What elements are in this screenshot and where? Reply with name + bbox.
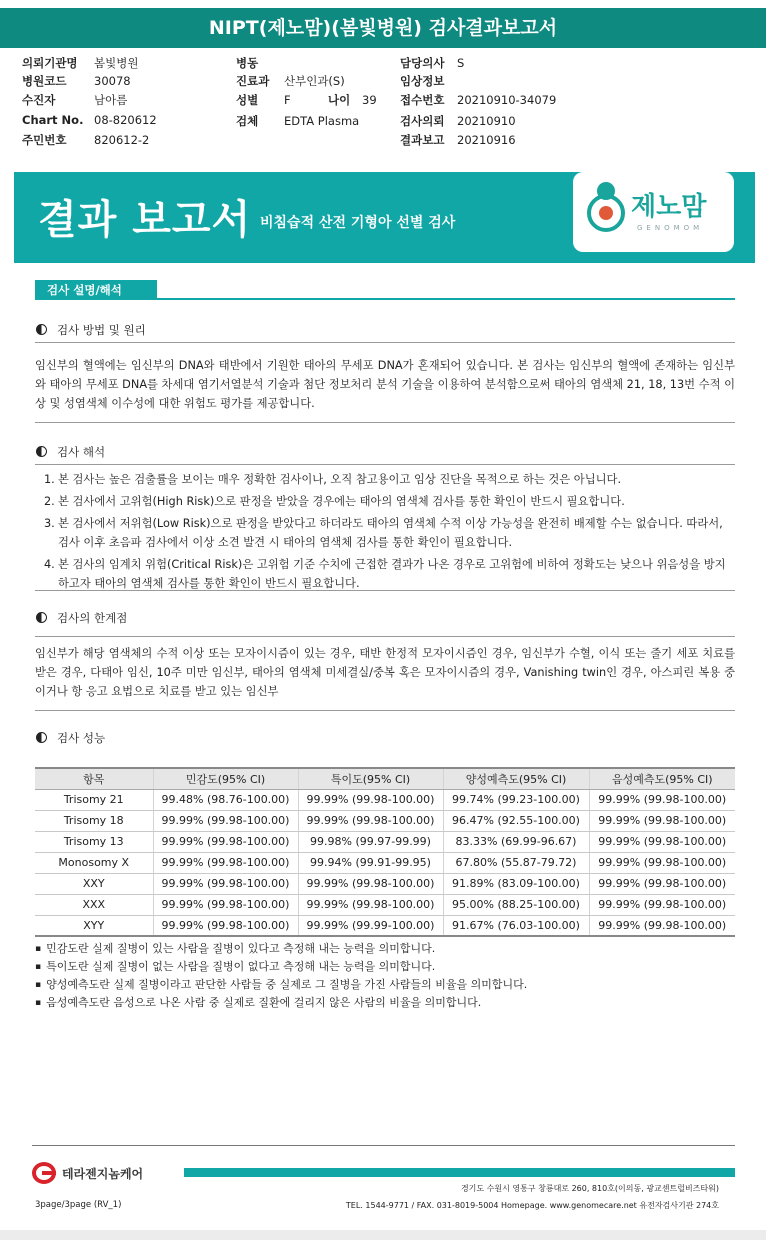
info-value: 30078 <box>94 74 131 88</box>
info-label: 수진자 <box>22 93 56 107</box>
info-label: 결과보고 <box>400 133 445 147</box>
info-value: 산부인과(S) <box>284 74 345 88</box>
table-row: XXY 99.99% (99.98-100.00) 99.99% (99.98-100.00) 91.89% (83.09-100.00) 99.99% (99.98-100.00) <box>35 873 735 894</box>
company-name: 테라젠지놈케어 <box>62 1167 144 1181</box>
info-label: 검사의뢰 <box>400 114 445 128</box>
info-value: EDTA Plasma <box>284 114 360 128</box>
divider <box>35 422 735 423</box>
limits-heading: 검사의 한계점 <box>36 610 127 626</box>
performance-heading: 검사 성능 <box>36 730 105 746</box>
info-label: 성별 <box>236 93 259 107</box>
logo-subtext: GENOMOM <box>637 224 704 232</box>
note-item: ▪ 양성예측도란 실제 질병이라고 판단한 사람들 중 실제로 그 질병을 가진 사람들의 비율을 의미합니다. <box>35 976 735 994</box>
info-value: 820612-2 <box>94 133 150 147</box>
divider <box>35 464 735 465</box>
limits-text: 임신부가 해당 염색체의 수적 이상 또는 모자이시즘이 있는 경우, 태반 한정적 모자이시즘인 경우, 임신부가 수혈, 이식 또는 줄기 세포 치료를 받은 경우, 다태아 임신, 10주 미만 임신부, 태아의 염색체 미세결실/중복 혹은 모자이시즘의 경우, Vanishing twin인 경우, 아스피린 복용 중이거나 항 응고 요법으로 치료를 받고 있는 임신부 <box>35 647 735 698</box>
performance-notes <box>35 940 735 1012</box>
divider <box>35 710 735 711</box>
list-item: 3. 본 검사에서 저위험(Low Risk)으로 판정을 받았다고 하더라도 태아의 염색체 수적 이상 가능성을 완전히 배제할 수는 없습니다. 따라서, 검사 이후 초음파 검사에서 이상 소견 발견 시 태아의 염색체 검사를 통한 확인이 필요합니다. <box>44 517 723 549</box>
patient-info <box>22 55 752 151</box>
divider <box>35 342 735 343</box>
footer-contact: TEL. 1544-9771 / FAX. 031-8019-5004 Homepage. www.genomecare.net 유전자검사기관 274호 <box>345 1201 719 1210</box>
note-item: ▪ 특이도란 실제 질병이 없는 사람을 질병이 없다고 측정해 내는 능력을 의미합니다. <box>35 958 735 976</box>
table-row: XYY 99.99% (99.98-100.00) 99.99% (99.99-100.00) 91.67% (76.03-100.00) 99.99% (99.98-100.00) <box>35 915 735 936</box>
list-item: 2. 본 검사에서 고위험(High Risk)으로 판정을 받았을 경우에는 태아의 염색체 검사를 통한 확인이 반드시 필요합니다. <box>44 495 625 508</box>
company-logo <box>32 1160 182 1186</box>
info-label: 병동 <box>236 56 259 70</box>
method-heading: 검사 방법 및 원리 <box>36 322 146 338</box>
info-value: 봄빛병원 <box>94 56 139 70</box>
info-label: 접수번호 <box>400 93 445 107</box>
info-value: 20210916 <box>457 133 516 147</box>
page-number: 3page/3page (RV_1) <box>35 1200 122 1210</box>
column-header: 항목 <box>35 768 153 789</box>
info-label: Chart No. <box>22 113 84 127</box>
info-value: 20210910 <box>457 114 516 128</box>
footer-bar <box>184 1168 735 1177</box>
info-label: 진료과 <box>236 74 270 88</box>
list-item: 4. 본 검사의 임계치 위험(Critical Risk)은 고위험 기준 수치에 근접한 결과가 나온 경우로 고위험에 비하여 정확도는 낮으나 위음성을 방지하고자 태아의 염색체 검사를 통한 확인이 반드시 필요합니다. <box>44 558 726 590</box>
genomom-logo <box>573 172 734 252</box>
column-header: 민감도(95% CI) <box>153 768 298 789</box>
half-circle-icon <box>36 324 47 335</box>
info-value: 08-820612 <box>94 113 157 127</box>
section-tab: 검사 설명/해석 <box>35 280 157 300</box>
report-banner <box>14 172 755 263</box>
info-value: S <box>457 56 465 70</box>
info-value: F <box>284 93 291 107</box>
baby-icon <box>599 206 613 220</box>
info-label: 임상정보 <box>400 74 445 88</box>
half-circle-icon <box>36 732 47 743</box>
list-item: 1. 본 검사는 높은 검출률을 보이는 매우 정확한 검사이나, 오직 참고용이고 임상 진단을 목적으로 하는 것은 아닙니다. <box>44 473 622 486</box>
info-value: 20210910-34079 <box>457 93 557 107</box>
table-row: Trisomy 18 99.99% (99.98-100.00) 99.99% (99.98-100.00) 96.47% (92.55-100.00) 99.99% (99.98-100.00) <box>35 810 735 831</box>
table-row: Trisomy 21 99.48% (98.76-100.00) 99.99% (99.98-100.00) 99.74% (99.23-100.00) 99.99% (99.98-100.00) <box>35 789 735 810</box>
divider <box>35 636 735 637</box>
footer-divider <box>32 1145 735 1146</box>
report-title: NIPT(제노맘)(봄빛병원) 검사결과보고서 <box>0 8 766 48</box>
half-circle-icon <box>36 446 47 457</box>
method-text: 임신부의 혈액에는 임신부의 DNA와 태반에서 기원한 태아의 무세포 DNA가 혼재되어 있습니다. 본 검사는 임신부의 혈액에 존재하는 임신부와 태아의 무세포 DNA를 차세대 염기서열분석 기술과 첨단 정보처리 분석 기술을 이용하여 분석함으로써 태아의 염색체 21, 18, 13번 수적 이상 및 성염색체 이수성에 대한 위험도 평가를 제공합니다. <box>35 359 735 410</box>
info-label: 나이 <box>328 93 351 107</box>
page-bottom-edge <box>0 1230 766 1240</box>
note-item: ▪ 민감도란 실제 질병이 있는 사람을 질병이 있다고 측정해 내는 능력을 의미합니다. <box>35 940 735 958</box>
table-row: Monosomy X 99.99% (99.98-100.00) 99.94% (99.91-99.95) 67.80% (55.87-79.72) 99.99% (99.98-100.00) <box>35 852 735 873</box>
table-row: Trisomy 13 99.99% (99.98-100.00) 99.98% (99.97-99.99) 83.33% (69.99-96.67) 99.99% (99.98-100.00) <box>35 831 735 852</box>
info-value: 남아름 <box>94 93 128 107</box>
performance-table <box>35 767 735 937</box>
mother-head-icon <box>597 182 615 200</box>
info-label: 의뢰기관명 <box>22 56 78 70</box>
column-header: 음성예측도(95% CI) <box>589 768 735 789</box>
interpretation-list <box>44 470 734 596</box>
info-label: 주민번호 <box>22 133 67 147</box>
info-value: 39 <box>362 93 377 107</box>
footer-address: 경기도 수원시 영통구 창룡대로 260, 810호(이의동, 광교센트럴비즈타워) <box>460 1184 719 1193</box>
info-label: 검체 <box>236 114 259 128</box>
column-header: 양성예측도(95% CI) <box>443 768 589 789</box>
column-header: 특이도(95% CI) <box>298 768 443 789</box>
banner-title: 결과 보고서 <box>38 197 252 243</box>
table-header-row <box>35 768 735 789</box>
g-logo-bar-icon <box>42 1171 56 1175</box>
info-label: 담당의사 <box>400 56 445 70</box>
interpretation-heading: 검사 해석 <box>36 444 105 460</box>
half-circle-icon <box>36 612 47 623</box>
divider <box>35 590 735 591</box>
table-row: XXX 99.99% (99.98-100.00) 99.99% (99.98-100.00) 95.00% (88.25-100.00) 99.99% (99.98-100.00) <box>35 894 735 915</box>
logo-wordmark: 제노맘 <box>631 192 707 222</box>
banner-subtitle: 비침습적 산전 기형아 선별 검사 <box>260 215 456 231</box>
note-item: ▪ 음성예측도란 음성으로 나온 사람 중 실제로 질환에 걸리지 않은 사람의 비율을 의미합니다. <box>35 994 735 1012</box>
info-label: 병원코드 <box>22 74 67 88</box>
